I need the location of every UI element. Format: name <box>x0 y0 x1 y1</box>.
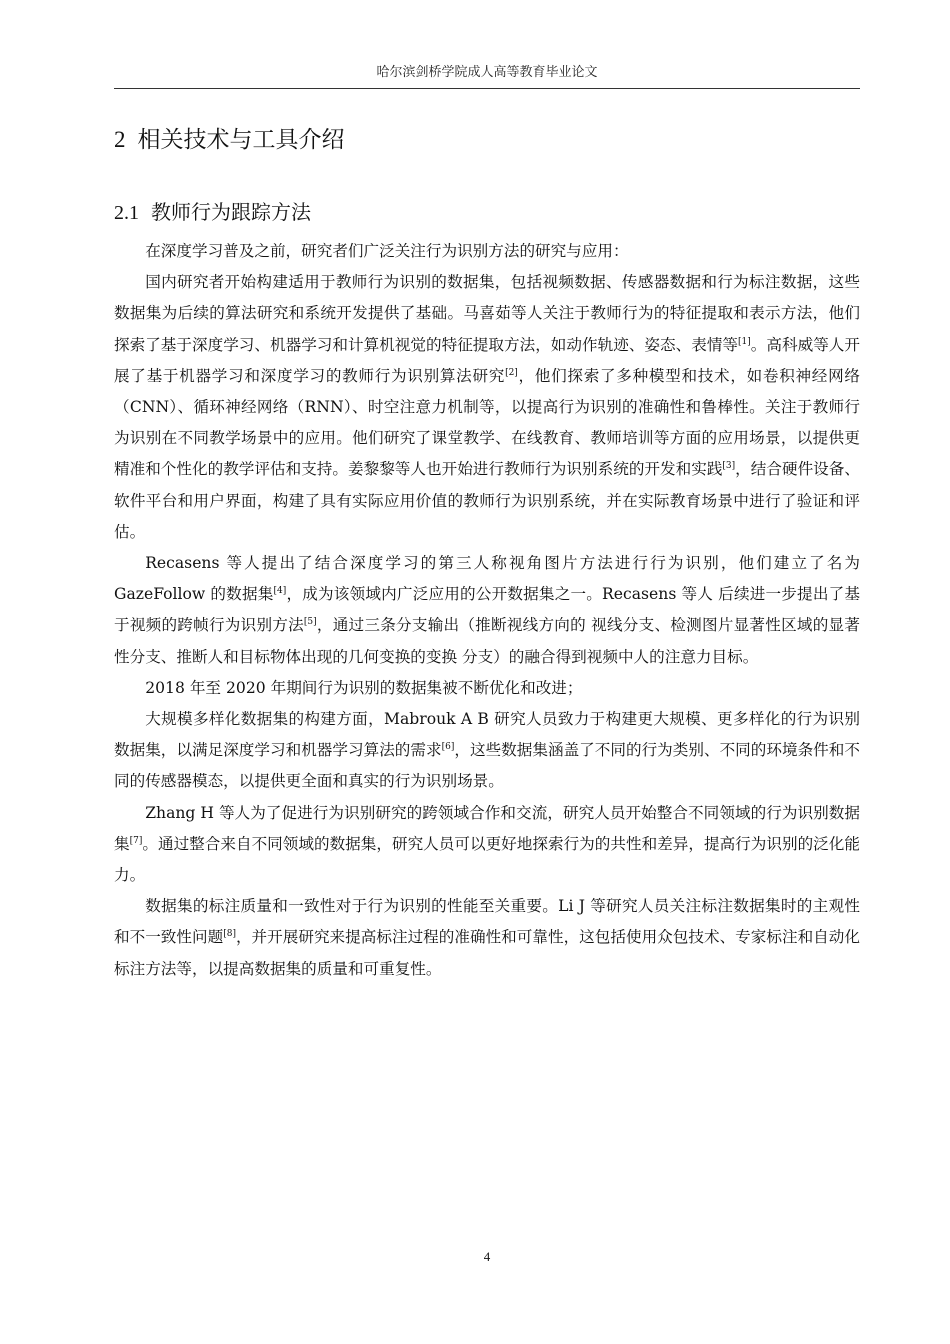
page-number: 4 <box>483 1249 491 1264</box>
paragraph <box>114 548 860 673</box>
chapter-heading <box>114 124 345 156</box>
paragraph-text: 2018 年至 2020 年期间行为识别的数据集被不断优化和改进； <box>145 678 583 697</box>
citation-ref: [4] <box>273 586 287 597</box>
paragraph-text: Zhang H 等人为了促进行为识别研究的跨领域合作和交流，研究人员开始整合不同领域的行为识别数据集 <box>114 803 860 853</box>
citation-ref: [5] <box>303 617 317 628</box>
paragraph-text: ，通过三条分支输出（推断视线方向的 视线分支、检测图片显著性区域的显著性分支、推断人和目标物体出现的几何变换的变换 分支）的融合得到视频中人的注意力目标。 <box>114 616 860 666</box>
paragraph-text: Recasens 等人提出了结合深度学习的第三人称视角图片方法进行行为识别，他们建立了名为 GazeFollow 的数据集 <box>114 554 860 604</box>
paragraph-text: ，并开展研究来提高标注过程的准确性和可靠性，这包括使用众包技术、专家标注和自动化标注方法等，以提高数据集的质量和可重复性。 <box>114 928 860 978</box>
paragraph <box>114 236 860 267</box>
section-title: 教师行为跟踪方法 <box>151 200 311 224</box>
paragraph-text: 。通过整合来自不同领域的数据集，研究人员可以更好地探索行为的共性和差异，提高行为识别的泛化能力。 <box>114 834 860 885</box>
citation-ref: [8] <box>223 929 236 940</box>
paragraph-text: 。高科威等人开展了基于机器学习和深度学习的教师行为识别算法研究 <box>114 335 860 385</box>
paragraph-text: ，结合硬件设备、软件平台和用户界面，构建了具有实际应用价值的教师行为识别系统，并在实际教育场景中进行了验证和评估。 <box>114 460 860 541</box>
body-text <box>114 236 860 985</box>
paragraph-text: 大规模多样化数据集的构建方面，Mabrouk A B 研究人员致力于构建更大规模、更多样化的行为识别数据集，以满足深度学习和机器学习算法的需求 <box>114 710 860 760</box>
paragraph <box>114 267 860 548</box>
header-divider <box>114 88 860 89</box>
paragraph <box>114 891 860 985</box>
citation-ref: [6] <box>441 742 455 753</box>
paragraph-text: ，这些数据集涵盖了不同的行为类别、不同的环境条件和不同的传感器模态，以提供更全面和真实的行为识别场景。 <box>114 741 860 791</box>
section-heading <box>114 198 311 227</box>
paragraph <box>114 798 860 892</box>
citation-ref: [2] <box>505 367 518 378</box>
paragraph <box>114 704 860 798</box>
paragraph-text: ，成为该领域内广泛应用的公开数据集之一。Recasens 等人 后续进一步提出了基于视频的跨帧行为识别方法 <box>114 585 860 635</box>
citation-ref: [7] <box>129 835 143 846</box>
paragraph-text: 数据集的标注质量和一致性对于行为识别的性能至关重要。Li J 等研究人员关注标注数据集时的主观性和不一致性问题 <box>114 897 860 947</box>
running-header: 哈尔滨剑桥学院成人高等教育毕业论文 <box>376 65 598 80</box>
paragraph <box>114 673 860 704</box>
chapter-number: 2 <box>114 127 126 152</box>
paragraph-text: 国内研究者开始构建适用于教师行为识别的数据集，包括视频数据、传感器数据和行为标注数据，这些数据集为后续的算法研究和系统开发提供了基础。马喜茹等人关注于教师行为的特征提取和表示方法，他们探索了基于深度学习、机器学习和计算机视觉的特征提取方法，如动作轨迹、姿态、表情等 <box>114 273 860 354</box>
section-number: 2.1 <box>114 202 139 224</box>
chapter-title: 相关技术与工具介绍 <box>137 127 345 153</box>
citation-ref: [1] <box>738 336 751 347</box>
paragraph-text: ，他们探索了多种模型和技术，如卷积神经网络（CNN）、循环神经网络（RNN）、时空注意力机制等，以提高行为识别的准确性和鲁棒性。关注于教师行为识别在不同教学场景中的应用。他们研究了课堂教学、在线教育、教师培训等方面的应用场景，以提供更精准和个性化的教学评估和支持。姜黎黎等人也开始进行教师行为识别系统的开发和实践 <box>114 366 860 479</box>
citation-ref: [3] <box>722 461 736 472</box>
paragraph-text: 在深度学习普及之前，研究者们广泛关注行为识别方法的研究与应用： <box>145 242 629 260</box>
